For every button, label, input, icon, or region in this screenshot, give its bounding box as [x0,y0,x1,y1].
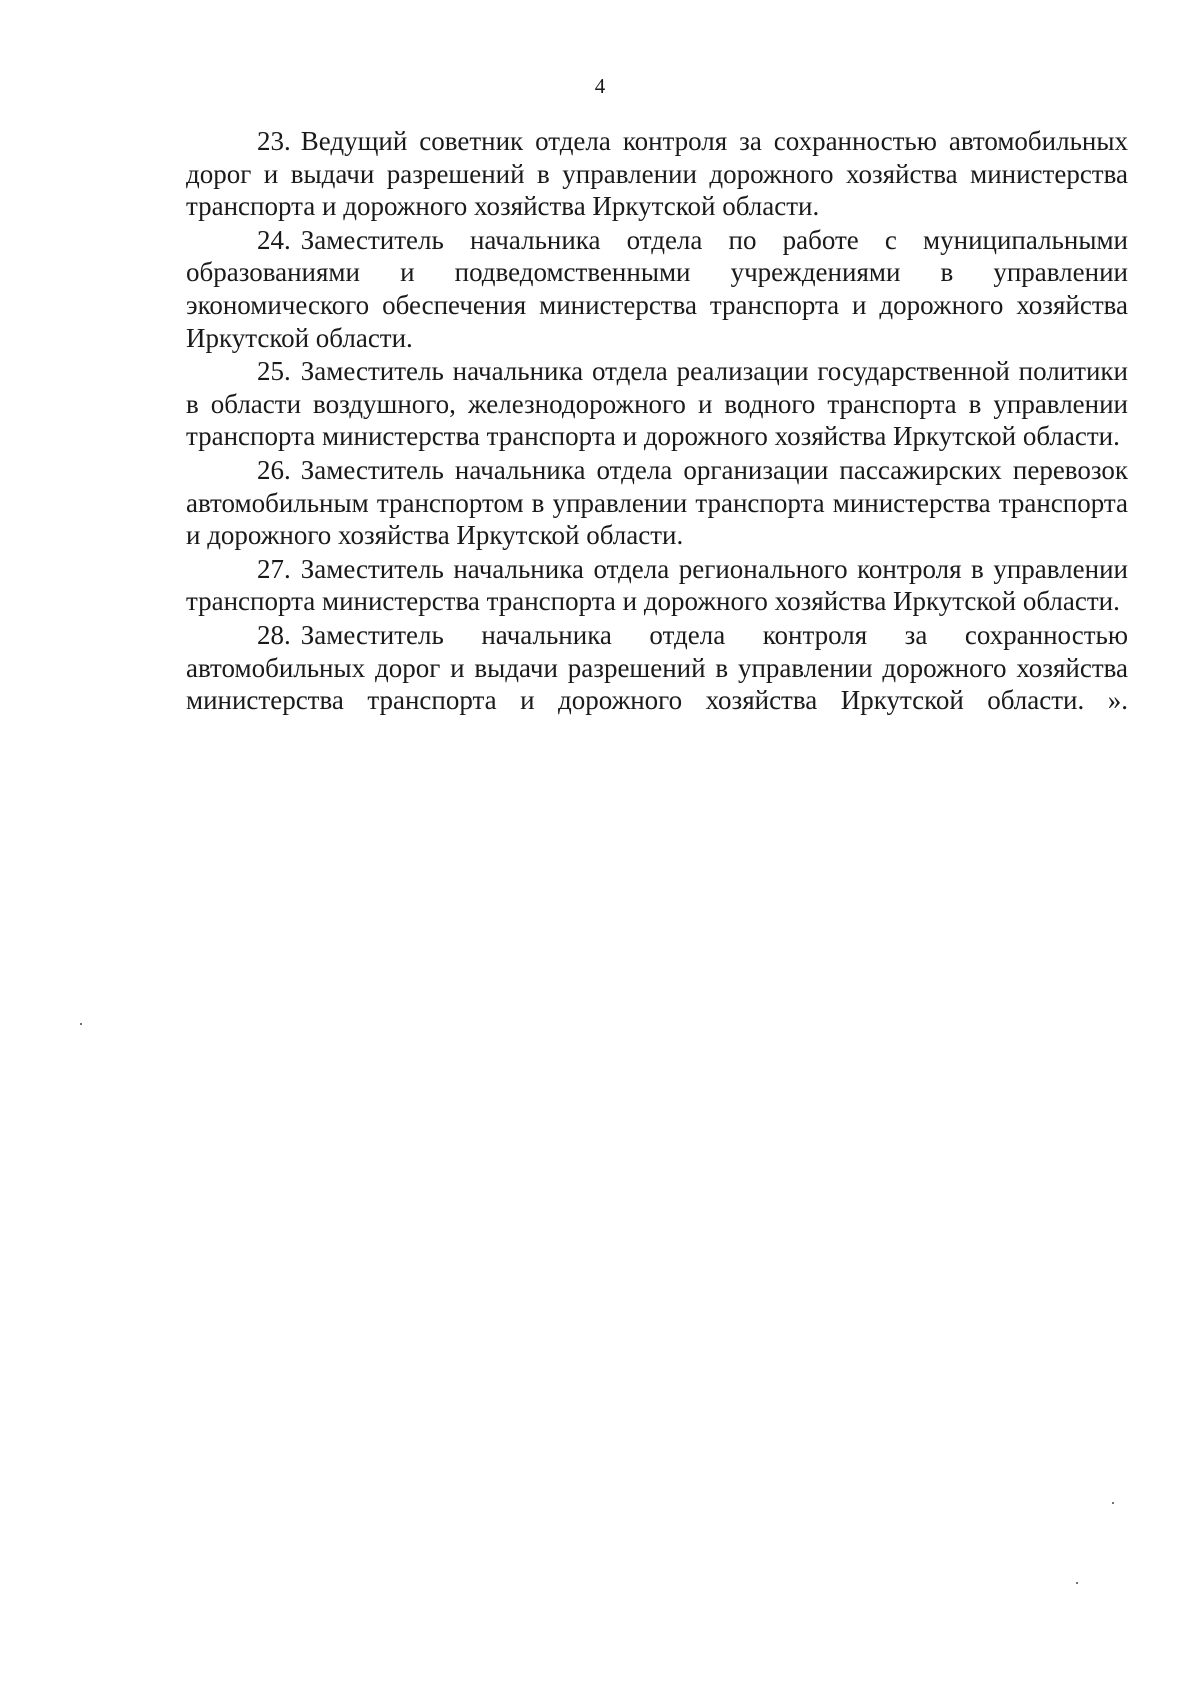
list-item-25 [186,355,1128,453]
item-number: 26. [257,454,291,485]
scan-speck [1076,1582,1078,1584]
item-number: 23. [257,126,291,156]
list-item-26 [186,454,1128,552]
list-item-28 [186,619,1128,717]
list-item-27 [186,553,1128,618]
scan-speck [80,1023,82,1025]
scan-speck [1112,1502,1114,1504]
page-number: 4 [594,74,606,98]
list-item-24 [186,224,1128,354]
item-number: 27. [257,553,291,584]
item-text: Заместитель начальника отдела организации пассажирских перевозок автомобильным транспортом в управлении транспорта министерства транспорта и дорожного хозяйства Иркутской области. [186,454,1128,551]
list-item-23 [186,125,1128,223]
item-text: Заместитель начальника отдела регионального контроля в управлении транспорта министерства транспорта и дорожного хозяйства Иркутской области. [186,553,1128,617]
item-number: 28. [257,619,291,650]
closing-quote: ». [1107,685,1128,716]
item-text: Заместитель начальника отдела контроля за сохранностью автомобильных дорог и выдачи разрешений в управлении дорожного хозяйства министерства транспорта и дорожного хозяйства Иркутской области. [186,619,1128,716]
item-text: Заместитель начальника отдела реализации государственной политики в области воздушного, железнодорожного и водного транспорта в управлении транспорта министерства транспорта и дорожного хозяйства Иркутской области. [186,356,1128,452]
item-text: Заместитель начальника отдела по работе с муниципальными образованиями и подведомственными учреждениями в управлении экономического обеспечения министерства транспорта и дорожного хозяйства Иркутской области. [186,224,1128,353]
item-number: 25. [257,356,291,387]
item-text: Ведущий советник отдела контроля за сохранностью автомобильных дорог и выдачи разрешений в управлении дорожного хозяйства министерства транспорта и дорожного хозяйства Иркутской области. [186,126,1128,222]
item-number: 24. [257,224,291,255]
document-body [186,125,1128,718]
